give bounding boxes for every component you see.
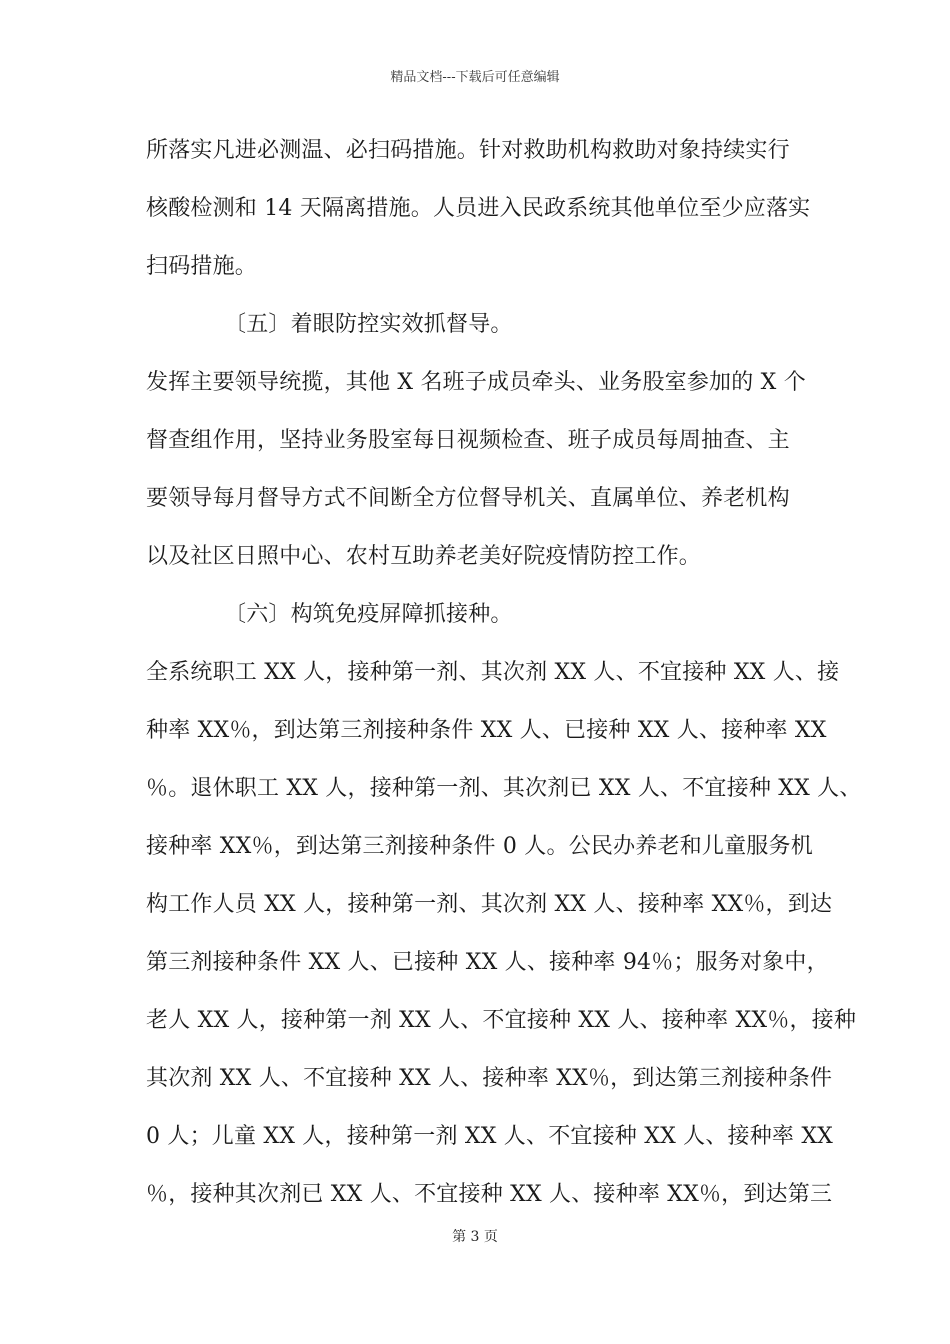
text-line: 所落实凡进必测温、必扫码措施。针对救助机构救助对象持续实行 <box>146 138 790 163</box>
text-line: 核酸检测和 14 天隔离措施。人员进入民政系统其他单位至少应落实 <box>146 196 811 221</box>
page-header: 精品文档---下载后可任意编辑 <box>390 70 560 85</box>
text-line: 扫码措施。 <box>146 254 258 279</box>
text-line: 其次剂 XX 人、不宜接种 XX 人、接种率 XX％，到达第三剂接种条件 <box>146 1066 833 1091</box>
text-line: 构工作人员 XX 人，接种第一剂、其次剂 XX 人、接种率 XX％，到达 <box>146 892 833 917</box>
text-line: 种率 XX％，到达第三剂接种条件 XX 人、已接种 XX 人、接种率 XX <box>146 718 827 743</box>
text-line: 0 人；儿童 XX 人，接种第一剂 XX 人、不宜接种 XX 人、接种率 XX <box>146 1124 834 1149</box>
text-line: 老人 XX 人，接种第一剂 XX 人、不宜接种 XX 人、接种率 XX％，接种 <box>146 1008 857 1033</box>
text-line: ％，接种其次剂已 XX 人、不宜接种 XX 人、接种率 XX％，到达第三 <box>146 1182 833 1207</box>
text-line: 第三剂接种条件 XX 人、已接种 XX 人、接种率 94％；服务对象中， <box>146 950 829 975</box>
text-line: ％。退休职工 XX 人，接种第一剂、其次剂已 XX 人、不宜接种 XX 人、 <box>146 776 862 801</box>
document-body <box>146 122 862 1224</box>
text-line: 要领导每月督导方式不间断全方位督导机关、直属单位、养老机构 <box>146 486 790 511</box>
page-number: 第 3 页 <box>452 1229 498 1245</box>
text-line: 全系统职工 XX 人，接种第一剂、其次剂 XX 人、不宜接种 XX 人、接 <box>146 660 840 685</box>
section-heading: 〔五〕着眼防控实效抓督导。 <box>224 312 513 337</box>
text-line: 以及社区日照中心、农村互助养老美好院疫情防控工作。 <box>146 544 702 569</box>
text-line: 督查组作用，坚持业务股室每日视频检查、班子成员每周抽查、主 <box>146 428 790 453</box>
text-line: 接种率 XX％，到达第三剂接种条件 0 人。公民办养老和儿童服务机 <box>146 834 813 859</box>
section-heading: 〔六〕构筑免疫屏障抓接种。 <box>224 602 513 627</box>
text-line: 发挥主要领导统揽，其他 X 名班子成员牵头、业务股室参加的 X 个 <box>146 370 806 395</box>
